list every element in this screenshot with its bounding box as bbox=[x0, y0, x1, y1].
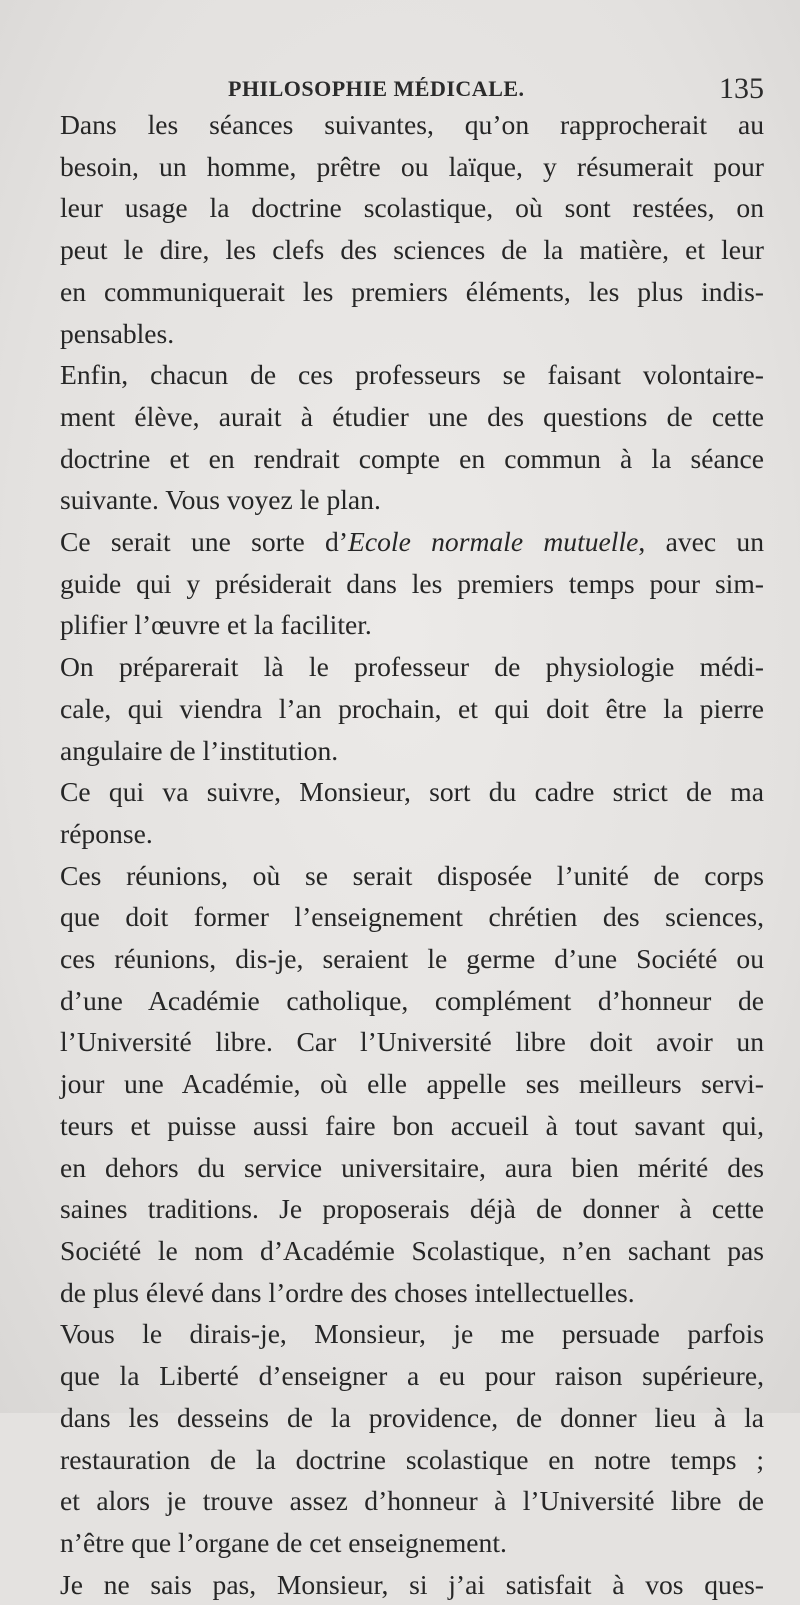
text-line: en communiquerait les premiers éléments, les plus indis- bbox=[60, 275, 764, 307]
italic-term: Ecole normale mutuelle bbox=[348, 526, 639, 558]
paragraph bbox=[30, 521, 764, 646]
text-line: doctrine et en rendrait compte en commun à la séance bbox=[60, 442, 764, 474]
text-line: cale, qui viendra l’an prochain, et qui doit être la pierre bbox=[60, 692, 764, 724]
text-line: Enfin, chacun de ces professeurs se faisant volontaire- bbox=[60, 359, 764, 391]
text-line: restauration de la doctrine scolastique en notre temps ; bbox=[60, 1443, 764, 1475]
text-line: de plus élevé dans l’ordre des choses intellectuelles. bbox=[60, 1276, 635, 1308]
paragraph bbox=[30, 771, 764, 854]
text-line: Ce qui va suivre, Monsieur, sort du cadre strict de ma bbox=[60, 776, 764, 808]
text-line: Je ne sais pas, Monsieur, si j’ai satisfait à vos ques- bbox=[60, 1568, 764, 1600]
text-line: leur usage la doctrine scolastique, où sont restées, on bbox=[60, 192, 764, 224]
text-line: peut le dire, les clefs des sciences de la matière, et leur bbox=[60, 234, 764, 266]
text-line: On préparerait là le professeur de physiologie médi- bbox=[60, 651, 764, 683]
paragraph bbox=[30, 646, 764, 771]
text-line: réponse. bbox=[60, 817, 153, 849]
paragraph bbox=[30, 855, 764, 1314]
text-line bbox=[30, 521, 764, 563]
text-line: jour une Académie, où elle appelle ses meilleurs servi- bbox=[60, 1068, 764, 1100]
text-line: et alors je trouve assez d’honneur à l’Université libre de bbox=[60, 1485, 764, 1517]
text-line: ces réunions, dis-je, seraient le germe d’une Société ou bbox=[60, 943, 764, 975]
paragraph bbox=[30, 1313, 764, 1563]
page-header bbox=[30, 72, 770, 108]
text-line: d’une Académie catholique, complément d’honneur de bbox=[60, 984, 764, 1016]
paragraph bbox=[30, 354, 764, 521]
text-run: , avec un bbox=[638, 526, 764, 558]
text-line: dans les desseins de la providence, de donner lieu à la bbox=[60, 1401, 764, 1433]
text-line: ment élève, aurait à étudier une des questions de cette bbox=[60, 400, 764, 432]
text-line: suivante. Vous voyez le plan. bbox=[60, 484, 381, 516]
text-line: n’être que l’organe de cet enseignement. bbox=[60, 1526, 507, 1558]
text-line: pensables. bbox=[60, 317, 175, 349]
body-text bbox=[30, 104, 764, 1605]
text-line: saines traditions. Je proposerais déjà de donner à cette bbox=[60, 1193, 764, 1225]
running-title: PHILOSOPHIE MÉDICALE. bbox=[228, 76, 525, 101]
text-run: Ce serait une sorte d’ bbox=[60, 526, 349, 558]
text-line: angulaire de l’institution. bbox=[60, 734, 339, 766]
text-line: plifier l’œuvre et la faciliter. bbox=[60, 609, 372, 641]
text-line: guide qui y présiderait dans les premiers temps pour sim- bbox=[60, 567, 764, 599]
text-line: Société le nom d’Académie Scolastique, n’en sachant pas bbox=[60, 1234, 764, 1266]
paragraph bbox=[30, 1564, 764, 1605]
text-line: que la Liberté d’enseigner a eu pour raison supérieure, bbox=[60, 1360, 764, 1392]
paragraph bbox=[30, 104, 764, 354]
text-line: que doit former l’enseignement chrétien des sciences, bbox=[60, 901, 764, 933]
text-line: teurs et puisse aussi faire bon accueil à tout savant qui, bbox=[60, 1109, 764, 1141]
text-line: l’Université libre. Car l’Université libre doit avoir un bbox=[60, 1026, 764, 1058]
text-line: Vous le dirais-je, Monsieur, je me persuade parfois bbox=[60, 1318, 764, 1350]
text-line: en dehors du service universitaire, aura bien mérité des bbox=[60, 1151, 764, 1183]
text-line: Ces réunions, où se serait disposée l’unité de corps bbox=[60, 859, 764, 891]
page-number: 135 bbox=[719, 72, 764, 105]
text-line: besoin, un homme, prêtre ou laïque, y résumerait pour bbox=[60, 150, 764, 182]
text-line: Dans les séances suivantes, qu’on rapprocherait au bbox=[60, 109, 764, 140]
